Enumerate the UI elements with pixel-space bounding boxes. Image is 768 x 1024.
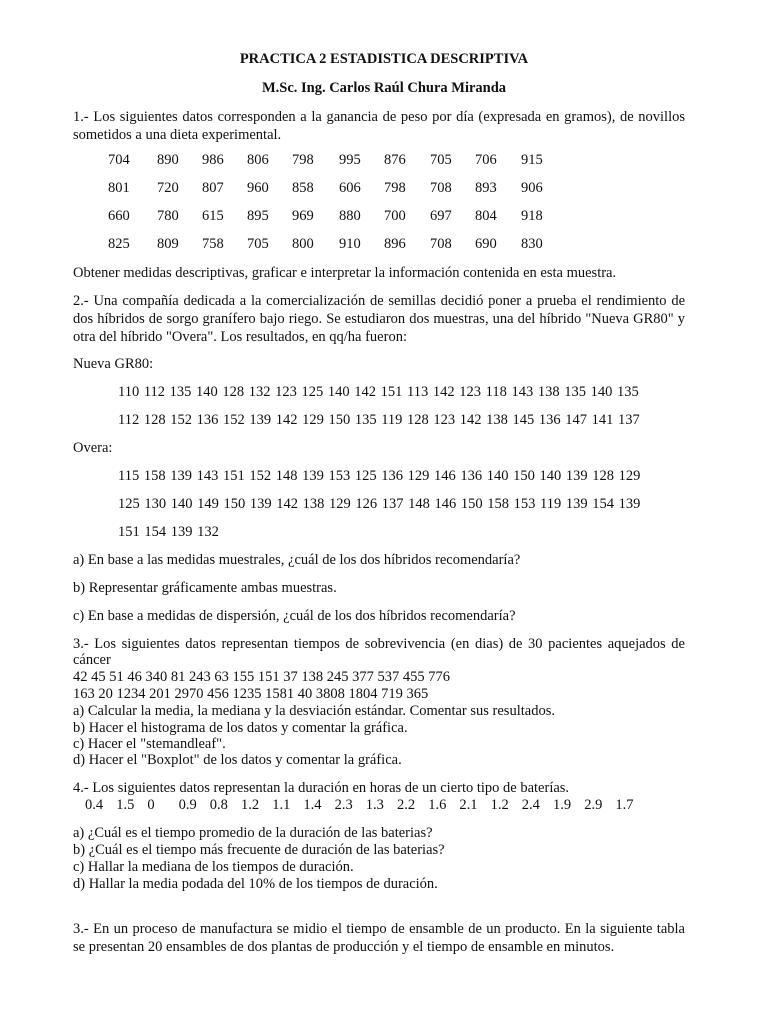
battery-value: 0.4 (85, 797, 104, 813)
data-cell: 825 (108, 236, 130, 252)
data-cell: 697 (430, 208, 452, 224)
data-cell: 660 (108, 208, 130, 224)
data-cell: 798 (292, 152, 314, 168)
problem-3-data-line-2: 163 20 1234 201 2970 456 1235 1581 40 3808 1804 719 365 (73, 686, 429, 702)
problem-4-question-c: c) Hallar la mediana de los tiempos de duración. (73, 859, 354, 875)
problem-2-intro: 2.- Una compañía dedicada a la comercialización de semillas decidió poner a prueba el rendimiento de dos híbridos de sorgo granífero bajo riego. Se estudiaron dos muestras, una del híbrido "Nueva GR80" y otra del híbrido "Overa". Los resultados, en qq/ha fueron: (73, 293, 685, 345)
problem-3-question-b: b) Hacer el histograma de los datos y comentar la gráfica. (73, 720, 408, 736)
data-cell: 705 (430, 152, 452, 168)
problem-5-intro: 3.- En un proceso de manufactura se midio el tiempo de ensamble de un producto. En la siguiente tabla se presentan 20 ensambles de dos plantas de producción y el tiempo de ensamble en minutos. (73, 921, 685, 955)
battery-value: 2.4 (521, 797, 540, 813)
data-cell: 910 (339, 236, 361, 252)
problem-3-question-a: a) Calcular la media, la mediana y la desviación estándar. Comentar sus resultados. (73, 703, 555, 719)
data-cell: 995 (339, 152, 361, 168)
data-cell: 890 (157, 152, 179, 168)
data-cell: 704 (108, 152, 130, 168)
data-cell: 758 (202, 236, 224, 252)
battery-value: 1.3 (365, 797, 384, 813)
data-cell: 918 (521, 208, 543, 224)
battery-value: 2.3 (334, 797, 353, 813)
data-cell: 858 (292, 180, 314, 196)
problem-2-question-a: a) En base a las medidas muestrales, ¿cuál de los dos híbridos recomendaría? (73, 552, 521, 568)
battery-value: 0 (147, 797, 155, 813)
data-cell: 708 (430, 236, 452, 252)
data-cell: 705 (247, 236, 269, 252)
problem-4-question-b: b) ¿Cuál es el tiempo más frecuente de duración de las baterias? (73, 842, 445, 858)
data-cell: 896 (384, 236, 406, 252)
battery-value: 1.1 (272, 797, 291, 813)
problem-1-data-table (73, 152, 613, 262)
hybrid-a-data-line-2: 112 128 152 136 152 139 142 129 150 135 119 128 123 142 138 145 136 147 141 137 (118, 412, 640, 428)
data-cell: 615 (202, 208, 224, 224)
hybrid-b-data-line-1: 115 158 139 143 151 152 148 139 153 125 136 129 146 136 140 150 140 139 128 129 (118, 468, 641, 484)
hybrid-a-data-line-1: 110 112 135 140 128 132 123 125 140 142 151 113 142 123 118 143 138 135 140 135 (118, 384, 639, 400)
problem-4-intro: 4.- Los siguientes datos representan la duración en horas de un cierto tipo de baterías. (73, 780, 570, 796)
battery-value: 1.7 (615, 797, 634, 813)
author-line: M.Sc. Ing. Carlos Raúl Chura Miranda (261, 80, 507, 96)
data-cell: 809 (157, 236, 179, 252)
hybrid-b-data-line-2: 125 130 140 149 150 139 142 138 129 126 137 148 146 150 158 153 119 139 154 139 (118, 496, 641, 512)
battery-value: 1.2 (241, 797, 260, 813)
hybrid-a-label: Nueva GR80: (73, 356, 154, 372)
battery-value: 1.6 (428, 797, 447, 813)
problem-4-question-d: d) Hallar la media podada del 10% de los tiempos de duración. (73, 876, 438, 892)
battery-value: 1.4 (303, 797, 322, 813)
battery-value: 2.1 (459, 797, 478, 813)
data-cell: 895 (247, 208, 269, 224)
battery-value: 1.9 (553, 797, 572, 813)
problem-2-question-b: b) Representar gráficamente ambas muestras. (73, 580, 337, 596)
data-cell: 830 (521, 236, 543, 252)
problem-3-question-d: d) Hacer el "Boxplot" de los datos y comentar la gráfica. (73, 752, 402, 768)
data-cell: 708 (430, 180, 452, 196)
data-cell: 706 (475, 152, 497, 168)
problem-4-data-line (85, 797, 665, 815)
data-cell: 915 (521, 152, 543, 168)
data-cell: 876 (384, 152, 406, 168)
hybrid-b-data-line-3: 151 154 139 132 (118, 524, 219, 540)
data-cell: 986 (202, 152, 224, 168)
problem-1-intro: 1.- Los siguientes datos corresponden a la ganancia de peso por día (expresada en gramos), de novillos sometidos a una dieta experimental. (73, 109, 685, 143)
problem-3-question-c: c) Hacer el "stemandleaf". (73, 736, 226, 752)
battery-value: 0.9 (178, 797, 197, 813)
data-cell: 960 (247, 180, 269, 196)
data-cell: 720 (157, 180, 179, 196)
data-cell: 893 (475, 180, 497, 196)
problem-3-intro: 3.- Los siguientes datos representan tiempos de sobrevivencia (en dias) de 30 pacientes aquejados de cáncer (73, 636, 685, 668)
data-cell: 800 (292, 236, 314, 252)
data-cell: 780 (157, 208, 179, 224)
problem-2-question-c: c) En base a medidas de dispersión, ¿cuál de los dos híbridos recomendaría? (73, 608, 516, 624)
problem-4-question-a: a) ¿Cuál es el tiempo promedio de la duración de las baterias? (73, 825, 433, 841)
battery-value: 2.9 (584, 797, 603, 813)
data-cell: 700 (384, 208, 406, 224)
battery-value: 2.2 (397, 797, 416, 813)
data-cell: 690 (475, 236, 497, 252)
data-cell: 806 (247, 152, 269, 168)
data-cell: 906 (521, 180, 543, 196)
page-title: PRACTICA 2 ESTADISTICA DESCRIPTIVA (239, 51, 529, 67)
data-cell: 807 (202, 180, 224, 196)
data-cell: 798 (384, 180, 406, 196)
data-cell: 969 (292, 208, 314, 224)
problem-3-data-line-1: 42 45 51 46 340 81 243 63 155 151 37 138 245 377 537 455 776 (73, 669, 450, 685)
battery-value: 0.8 (209, 797, 228, 813)
battery-value: 1.2 (490, 797, 509, 813)
data-cell: 801 (108, 180, 130, 196)
battery-value: 1.5 (116, 797, 135, 813)
problem-1-task: Obtener medidas descriptivas, graficar e interpretar la información contenida en esta muestra. (73, 265, 617, 281)
data-cell: 804 (475, 208, 497, 224)
hybrid-b-label: Overa: (73, 440, 113, 456)
data-cell: 606 (339, 180, 361, 196)
data-cell: 880 (339, 208, 361, 224)
